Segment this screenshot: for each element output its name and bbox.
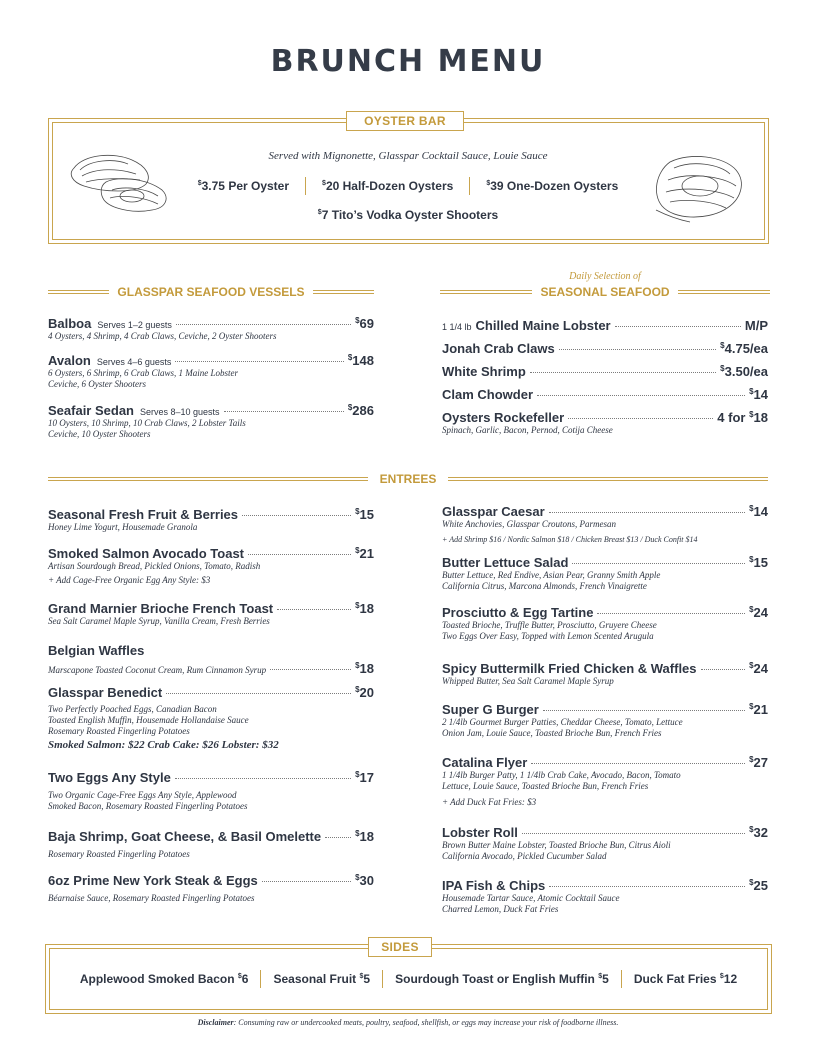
list-item: Spicy Buttermilk Fried Chicken & Waffles $24 Whipped Butter, Sea Salt Caramel Maple Syrup	[442, 661, 768, 686]
list-item: Jonah Crab Claws $4.75/ea	[442, 341, 768, 356]
entrees-heading	[48, 472, 768, 486]
oyster-prices	[0, 177, 816, 195]
list-item: Smoked Salmon Avocado Toast $21 Artisan Sourdough Bread, Pickled Onions, Tomato, Radish + Add Cage-Free Organic Egg Any Style: $3	[48, 546, 374, 585]
oyster-price-single: $3.75 Per Oyster	[197, 179, 290, 193]
seasonal-heading-label: SEASONAL SEAFOOD	[540, 285, 670, 299]
entrees-heading-label: ENTREES	[379, 472, 437, 486]
side-item: Seasonal Fruit $5	[273, 972, 371, 986]
list-item: Seasonal Fresh Fruit & Berries $15 Honey Lime Yogurt, Housemade Granola	[48, 507, 374, 532]
divider	[305, 177, 306, 195]
list-item: IPA Fish & Chips $25 Housemade Tartar Sauce, Atomic Cocktail Sauce Charred Lemon, Duck Fat Fries	[442, 878, 768, 914]
list-item: Seafair Sedan Serves 8–10 guests $286 10 Oysters, 10 Shrimp, 10 Crab Claws, 2 Lobster Tails Ceviche, 10 Oyster Shooters	[48, 403, 374, 439]
list-item: Belgian Waffles Marscapone Toasted Coconut Cream, Rum Cinnamon Syrup $18	[48, 643, 374, 676]
oyster-shooter: $7 Tito’s Vodka Oyster Shooters	[317, 208, 499, 222]
list-item: Clam Chowder $14	[442, 387, 768, 402]
list-item: Avalon Serves 4–6 guests $148 6 Oysters, 6 Shrimp, 6 Crab Claws, 1 Maine Lobster Ceviche, 6 Oyster Shooters	[48, 353, 374, 389]
list-item: Butter Lettuce Salad $15 Butter Lettuce, Red Endive, Asian Pear, Granny Smith Apple California Citrus, Marcona Almonds, French Vinaigrette	[442, 555, 768, 591]
list-item: White Shrimp $3.50/ea	[442, 364, 768, 379]
side-item: Duck Fat Fries $12	[633, 972, 738, 986]
list-item: Two Eggs Any Style $17 Two Organic Cage-Free Eggs Any Style, Applewood Smoked Bacon, Rosemary Roasted Fingerling Potatoes	[48, 770, 374, 811]
disclaimer	[0, 1018, 816, 1027]
list-item: Super G Burger $21 2 1/4lb Gourmet Burger Patties, Cheddar Cheese, Tomato, Lettuce Onion Jam, Louie Sauce, Toasted Brioche Bun, French Fries	[442, 702, 768, 738]
disclaimer-label: Disclaimer	[197, 1018, 234, 1027]
oyster-price-half-dozen: $20 Half-Dozen Oysters	[322, 179, 454, 193]
list-item: Baja Shrimp, Goat Cheese, & Basil Omelette $18 Rosemary Roasted Fingerling Potatoes	[48, 829, 374, 859]
side-item: Sourdough Toast or English Muffin $5	[395, 972, 609, 986]
oyster-price-dozen: $39 One-Dozen Oysters	[486, 179, 619, 193]
page-title: BRUNCH MENU	[270, 44, 546, 79]
vessels-heading-label: GLASSPAR SEAFOOD VESSELS	[117, 285, 305, 299]
list-item: Catalina Flyer $27 1 1/4lb Burger Patty, 1 1/4lb Crab Cake, Avocado, Bacon, Tomato Lettuce, Louie Sauce, Toasted Brioche Bun, French Fries + Add Duck Fat Fries: $3	[442, 755, 768, 807]
disclaimer-text: : Consuming raw or undercooked meats, poultry, seafood, shellfish, or eggs may increase your risk of foodborne illness.	[233, 1018, 619, 1027]
oyster-served-with: Served with Mignonette, Glasspar Cocktail Sauce, Louie Sauce	[268, 150, 548, 162]
sides-list	[49, 970, 768, 988]
vessels-heading	[48, 285, 374, 299]
side-item: Applewood Smoked Bacon $6	[79, 972, 249, 986]
list-item: 6oz Prime New York Steak & Eggs $30 Béarnaise Sauce, Rosemary Roasted Fingerling Potatoes	[48, 873, 374, 903]
list-item: Glasspar Benedict $20 Two Perfectly Poached Eggs, Canadian Bacon Toasted English Muffin, Housemade Hollandaise Sauce Rosemary Roasted Fingerling Potatoes Smoked Salmon: $22 Crab Cake: $26 Lobster: $32	[48, 685, 374, 751]
list-item: Lobster Roll $32 Brown Butter Maine Lobster, Toasted Brioche Bun, Citrus Aioli California Avocado, Pickled Cucumber Salad	[442, 825, 768, 861]
list-item: Oysters Rockefeller 4 for $18 Spinach, Garlic, Bacon, Pernod, Cotija Cheese	[442, 410, 768, 435]
list-item: Grand Marnier Brioche French Toast $18 Sea Salt Caramel Maple Syrup, Vanilla Cream, Fresh Berries	[48, 601, 374, 626]
seasonal-kicker: Daily Selection of	[569, 271, 641, 282]
list-item: 1 1/4 lb Chilled Maine Lobster M/P	[442, 318, 768, 333]
sides-tab: SIDES	[368, 937, 432, 957]
list-item: Balboa Serves 1–2 guests $69 4 Oysters, 4 Shrimp, 4 Crab Claws, Ceviche, 2 Oyster Shooters	[48, 316, 374, 341]
list-item: Glasspar Caesar $14 White Anchovies, Glasspar Croutons, Parmesan + Add Shrimp $16 / Nordic Salmon $18 / Chicken Breast $13 / Duck Confit $14	[442, 504, 768, 544]
seasonal-heading	[440, 285, 770, 299]
divider	[469, 177, 470, 195]
oyster-bar-tab: OYSTER BAR	[346, 111, 464, 131]
list-item: Prosciutto & Egg Tartine $24 Toasted Brioche, Truffle Butter, Prosciutto, Gruyere Cheese Two Eggs Over Easy, Topped with Lemon Scented Arugula	[442, 605, 768, 641]
